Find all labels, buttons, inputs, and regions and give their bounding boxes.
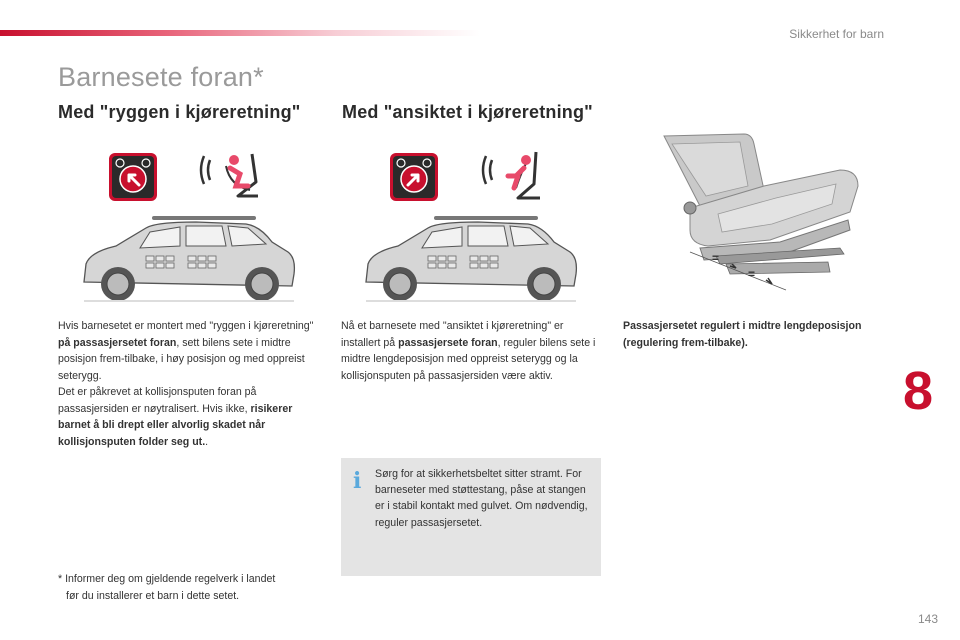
rear-facing-child-seat-icon (196, 146, 268, 206)
footnote-line-1: * Informer deg om gjeldende regelverk i landet (58, 573, 276, 585)
rear-facing-instructions (58, 318, 326, 450)
passenger-seat-photo (660, 130, 870, 300)
svg-text:=: = (712, 251, 720, 265)
forward-facing-instructions (341, 318, 603, 384)
car-illustration-forward-facing (358, 212, 582, 308)
car-illustration-rear-facing (76, 212, 300, 308)
seat-position-caption: Passasjersetet regulert i midtre lengdeposisjon (regulering frem-tilbake). (623, 320, 862, 349)
paragraph-run: , sett bilens sete i midtre posisjon frem-tilbake, i høy posisjon og med oppreist seterygg. (58, 336, 305, 382)
footnote-line-2: før du installerer et barn i dette setet. (66, 589, 240, 602)
paragraph-run: passasjersete foran (398, 336, 498, 349)
page-number: 143 (917, 612, 938, 626)
airbag-off-icon (108, 152, 158, 202)
heading-rear-facing: Med "ryggen i kjøreretning" (58, 102, 301, 122)
footnote (58, 571, 320, 604)
svg-text:=: = (748, 267, 756, 281)
chapter-number: 8 (903, 361, 934, 421)
paragraph-run: Hvis barnesetet er montert med "ryggen i kjøreretning" (58, 320, 314, 332)
paragraph-run: på passasjersetet foran (58, 336, 177, 349)
paragraph-run: , reguler bilens sete i midtre lengdeposisjon med oppreist seterygg og la kollisjonsputen på passasjersiden være aktiv. (341, 336, 596, 382)
page-title: Barnesete foran* (58, 62, 264, 92)
paragraph-run: Nå et barnesete med "ansiktet i kjøreretning" er installert på (341, 320, 564, 349)
paragraph-run: risikerer barnet å bli drept eller alvorlig skadet når kollisjonsputen folder seg ut. (58, 402, 293, 448)
paragraph-run: Det er påkrevet at kollisjonsputen foran på passasjersiden er nøytralisert. Hvis ikke, (58, 386, 257, 415)
paragraph-run: . (205, 435, 209, 448)
info-icon: i (353, 468, 362, 494)
chapter-title: Sikkerhet for barn (789, 27, 884, 41)
info-text: Sørg for at sikkerhetsbeltet sitter stramt. For barneseter med støttestang, påse at stangen er i stabil kontakt med gulvet. Om nødvendig, reguler passasjersetet. (375, 468, 588, 529)
header-accent-bar (0, 30, 480, 36)
forward-facing-child-seat-icon (478, 146, 550, 206)
airbag-on-icon (389, 152, 439, 202)
info-box (341, 458, 601, 576)
heading-forward-facing: Med "ansiktet i kjøreretning" (342, 102, 593, 122)
